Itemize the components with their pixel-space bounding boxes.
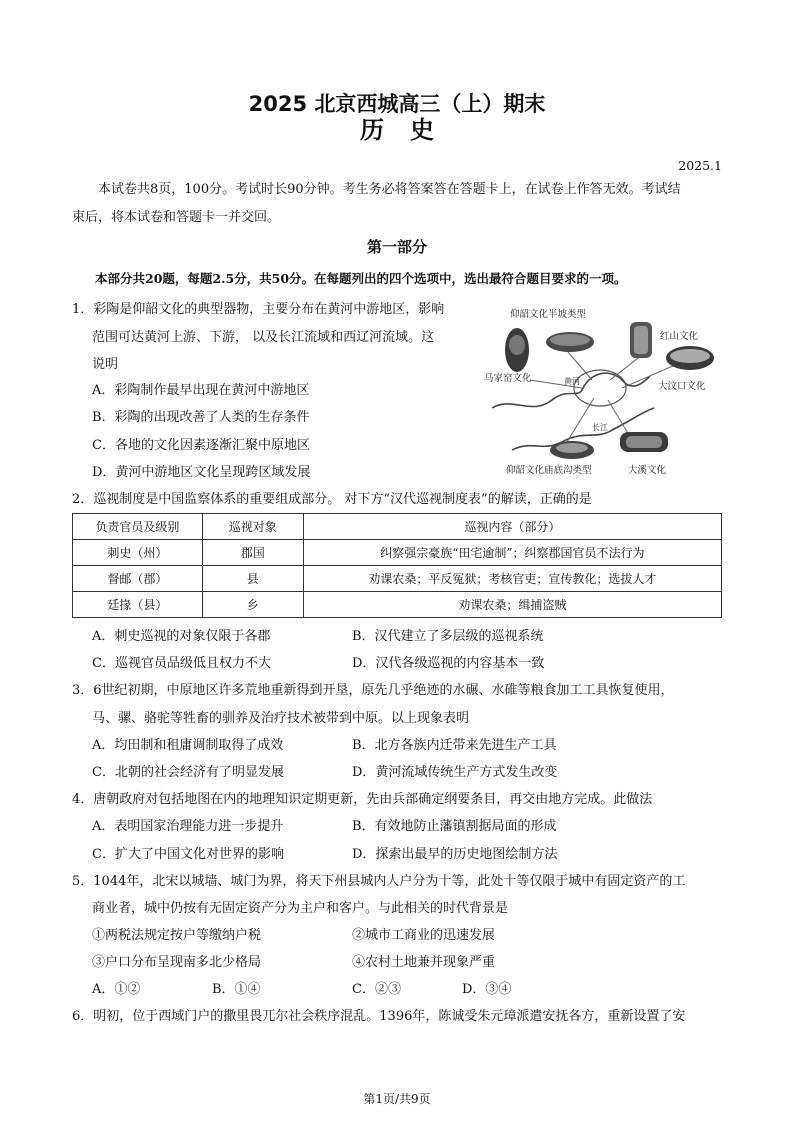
q2-option-b: B．汉代建立了多层级的巡视系统 xyxy=(352,629,544,644)
q5-item-3: ③户口分布呈现南多北少格局 xyxy=(92,955,262,970)
exam-date: 2025.1 xyxy=(678,158,722,173)
label-yangshao-miaodigou: 仰韶文化庙底沟类型 xyxy=(506,465,592,476)
q5-item-4: ④农村土地兼并现象严重 xyxy=(352,955,496,970)
table-cell: 劝课农桑；缉捕盗贼 xyxy=(303,592,721,618)
q4-option-c: C．扩大了中国文化对世界的影响 xyxy=(92,847,284,862)
label-daxi: 大溪文化 xyxy=(628,465,667,476)
q6-line-1: 6．明初，位于西域门户的撒里畏兀尔社会秩序混乱。1396年，陈诚受朱元璋派遣安抚各方，重新设置了安 xyxy=(72,1009,686,1024)
table-header-cell: 负责官员及级别 xyxy=(73,514,203,540)
label-dawenkou: 大汶口文化 xyxy=(658,381,706,392)
q4-option-a: A．表明国家治理能力进一步提升 xyxy=(92,819,284,834)
q4-option-d: D．探索出最早的历史地图绘制方法 xyxy=(352,847,558,862)
section-title: 第一部分 xyxy=(366,238,427,256)
label-yangtze-river: 长江 xyxy=(592,423,608,432)
q1-line-1: 1．彩陶是仰韶文化的典型器物，主要分布在黄河中游地区，影响 xyxy=(72,302,445,317)
q3-option-a: A．均田制和租庸调制取得了成效 xyxy=(92,738,284,753)
label-hongshan: 红山文化 xyxy=(660,331,699,342)
q5-line-2: 商业者，城中仍按有无固定资产分为主户和客户。与此相关的时代背景是 xyxy=(92,901,509,916)
q5-option-b: B．①④ xyxy=(212,982,261,997)
q3-line-2: 马、骡、骆驼等牲畜的驯养及治疗技术被带到中原。以上现象表明 xyxy=(92,711,470,726)
intro-line-1: 本试卷共8页，100分。考试时长90分钟。考生务必将答案答在答题卡上，在试卷上作答无效。考试结 xyxy=(98,182,681,197)
q5-option-d: D．③④ xyxy=(462,982,512,997)
subject-title: 历史 xyxy=(360,115,460,144)
q3-option-c: C．北朝的社会经济有了明显发展 xyxy=(92,765,284,780)
table-cell: 刺史（州） xyxy=(73,540,203,566)
table-cell: 乡 xyxy=(202,592,303,618)
q5-item-1: ①两税法规定按户等缴纳户税 xyxy=(92,928,262,943)
q3-option-b: B．北方各族内迁带来先进生产工具 xyxy=(352,738,557,753)
q1-line-2: 范围可达黄河上游、下游， 以及长江流域和西辽河流域。这 xyxy=(92,330,435,345)
table-header-cell: 巡视内容（部分） xyxy=(303,514,721,540)
q1-option-c: C．各地的文化因素逐渐汇聚中原地区 xyxy=(92,438,310,453)
table-cell: 纠察强宗豪族“田宅逾制”；纠察郡国官员不法行为 xyxy=(303,540,721,566)
table-cell: 廷掾（县） xyxy=(73,592,203,618)
q5-option-a: A．①② xyxy=(92,982,141,997)
table-row xyxy=(73,566,722,592)
q5-line-1: 5．1044年，北宋以城墙、城门为界，将天下州县城内人户分为十等，此处十等仅限于城中有固定资产的工 xyxy=(72,874,686,889)
q5-option-c: C．②③ xyxy=(352,982,401,997)
intro-line-2: 束后，将本试卷和答题卡一并交回。 xyxy=(72,210,281,225)
table-cell: 劝课农桑；平反冤狱；考核官吏；宣传教化；选拔人才 xyxy=(303,566,721,592)
q3-line-1: 3．6世纪初期，中原地区许多荒地重新得到开垦，原先几乎绝迹的水碾、水碓等粮食加工工具恢复使用， xyxy=(72,683,674,698)
q2-option-d: D．汉代各级巡视的内容基本一致 xyxy=(352,656,545,671)
page-footer: 第1页/共9页 xyxy=(363,1092,431,1106)
table-cell: 县 xyxy=(202,566,303,592)
q2-option-c: C．巡视官员品级低且权力不大 xyxy=(92,656,271,671)
q4-line-1: 4．唐朝政府对包括地图在内的地理知识定期更新，先由兵部确定纲要条目，再交由地方完成。此做法 xyxy=(72,792,653,807)
label-majiayao: 马家窑文化 xyxy=(484,373,532,384)
label-yangshao-banpo: 仰韶文化半坡类型 xyxy=(510,309,587,320)
table-cell: 郡国 xyxy=(202,540,303,566)
q3-option-d: D．黄河流域传统生产方式发生改变 xyxy=(352,765,558,780)
table-row xyxy=(73,540,722,566)
table-cell: 督邮（郡） xyxy=(73,566,203,592)
q5-item-2: ②城市工商业的迅速发展 xyxy=(352,928,496,943)
table-header-row xyxy=(73,514,722,540)
q1-line-3: 说明 xyxy=(92,357,119,372)
table-header-cell: 巡视对象 xyxy=(202,514,303,540)
q4-option-b: B．有效地防止藩镇割据局面的形成 xyxy=(352,819,557,834)
page-title: 2025 北京西城高三（上）期末 xyxy=(248,92,546,116)
neolithic-culture-map xyxy=(482,300,722,482)
section-instruction: 本部分共20题，每题2.5分，共50分。在每题列出的四个选项中，选出最符合题目要求的一项。 xyxy=(95,271,627,286)
han-inspection-table xyxy=(72,513,722,618)
q1-option-d: D．黄河中游地区文化呈现跨区域发展 xyxy=(92,465,311,480)
q2-option-a: A．刺史巡视的对象仅限于各郡 xyxy=(92,629,271,644)
q2-line-1: 2．巡视制度是中国监察体系的重要组成部分。 对下方“汉代巡视制度表”的解读，正确的是 xyxy=(72,492,592,507)
label-yellow-river: 黄河 xyxy=(564,377,580,386)
table-row xyxy=(73,592,722,618)
q1-option-a: A．彩陶制作最早出现在黄河中游地区 xyxy=(92,383,310,398)
q1-option-b: B．彩陶的出现改善了人类的生存条件 xyxy=(92,410,310,425)
